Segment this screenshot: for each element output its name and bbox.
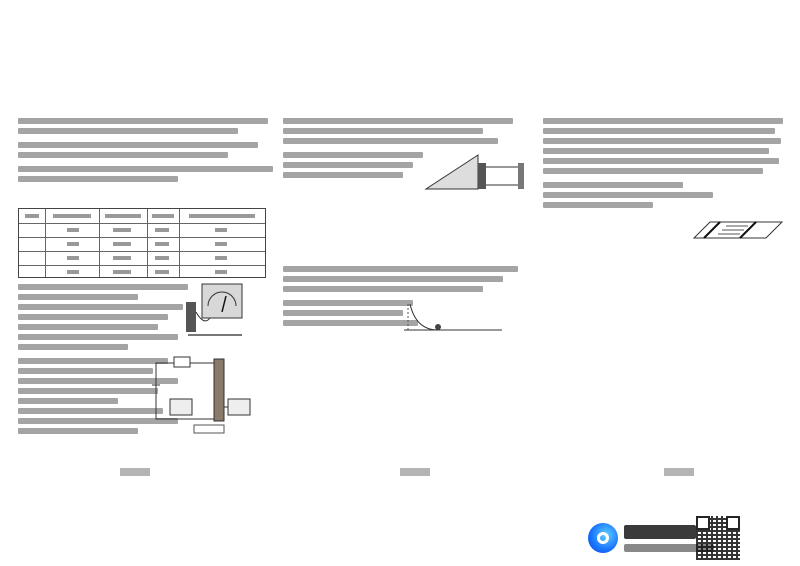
qr-code-icon (696, 516, 740, 560)
scanner-watermark (588, 516, 794, 560)
left-column (18, 118, 283, 186)
scanner-logo-icon (588, 523, 618, 553)
figure-circuit (150, 355, 260, 440)
page-number-middle (400, 468, 430, 476)
page-number-left (120, 468, 150, 476)
figure-galvanometer (180, 282, 250, 342)
figure-inclined-plane (418, 145, 528, 195)
page-number-right (664, 468, 694, 476)
experiment-table (18, 208, 266, 278)
watermark-title (624, 525, 696, 539)
figure-rails (690, 218, 790, 242)
figure-track (398, 300, 508, 336)
right-column (543, 118, 788, 212)
